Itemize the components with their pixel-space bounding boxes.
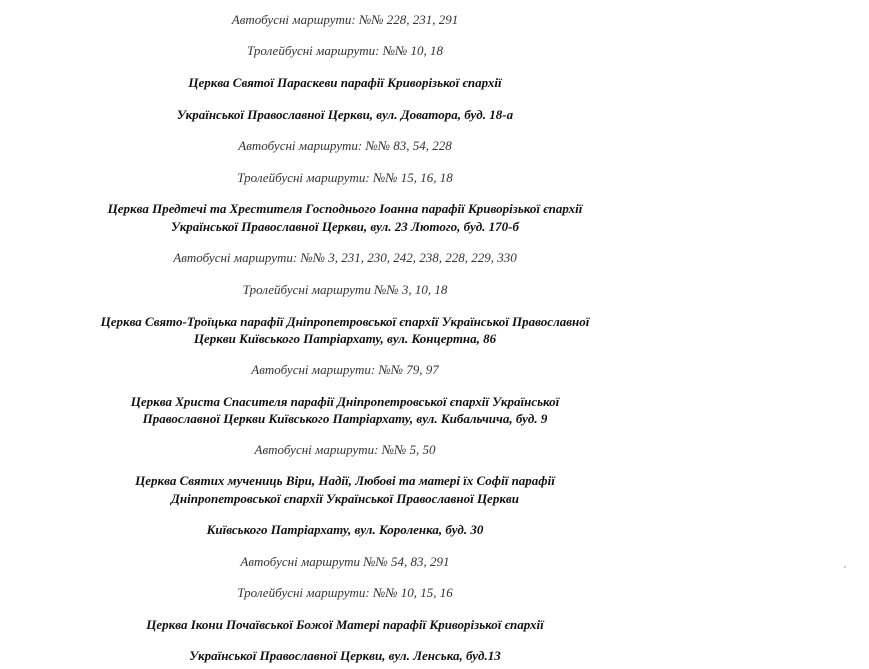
bus-routes-line: Автобусні маршрути: №№ 79, 97 [251,362,439,377]
church-name-line: Церква Предтечі та Хрестителя Господнього Іоанна парафії Криворізької єпархії [107,201,583,216]
bus-routes-line: Автобусні маршрути №№ 54, 83, 291 [240,554,450,569]
church-address-line: Української Православної Церкви, вул. 23 Лютого, буд. 170-б [170,219,519,234]
bus-routes-line: Автобусні маршрути: №№ 5, 50 [254,442,436,457]
bus-routes-line: Автобусні маршрути: №№ 3, 231, 230, 242, 238, 228, 229, 330 [173,250,517,265]
church-address-line: Церкви Київського Патріархату, вул. Концертна, 86 [193,331,497,346]
church-name-line: Церква Святої Параскеви парафії Криворізької єпархії [188,75,502,90]
church-name-line: Дніпропетровської єпархії Української Православної Церкви [171,491,519,506]
church-name-line: Церква Святих мучениць Віри, Надії, Любові та матері їх Софії парафії [135,473,555,488]
trolleybus-routes-line: Тролейбусні маршрути: №№ 10, 18 [246,43,443,58]
church-address-line: Української Православної Церкви, вул. Ленська, буд.13 [189,648,501,663]
trolleybus-routes-line: Тролейбусні маршрути: №№ 10, 15, 16 [237,585,453,600]
bus-routes-line: Автобусні маршрути: №№ 83, 54, 228 [238,138,452,153]
church-name-line: Церква Свято-Троїцька парафії Дніпропетровської єпархії Української Православної [100,314,590,329]
trolleybus-routes-line: Тролейбусні маршрути: №№ 15, 16, 18 [237,170,453,185]
church-address-line: Київського Патріархату, вул. Короленка, буд. 30 [206,522,484,537]
church-name-line: Церква Ікони Почаївської Божої Матері парафії Криворізької єпархії [146,617,544,632]
church-address-line: Української Православної Церкви, вул. Доватора, буд. 18-а [176,107,514,122]
church-address-line: Православної Церкви Київського Патріархату, вул. Кибальчича, буд. 9 [142,411,548,426]
edge-dot [844,566,846,568]
trolleybus-routes-line: Тролейбусні маршрути №№ 3, 10, 18 [242,282,448,297]
church-name-line: Церква Христа Спасителя парафії Дніпропетровської єпархії Української [130,394,560,409]
bus-routes-line: Автобусні маршрути: №№ 228, 231, 291 [231,12,459,27]
